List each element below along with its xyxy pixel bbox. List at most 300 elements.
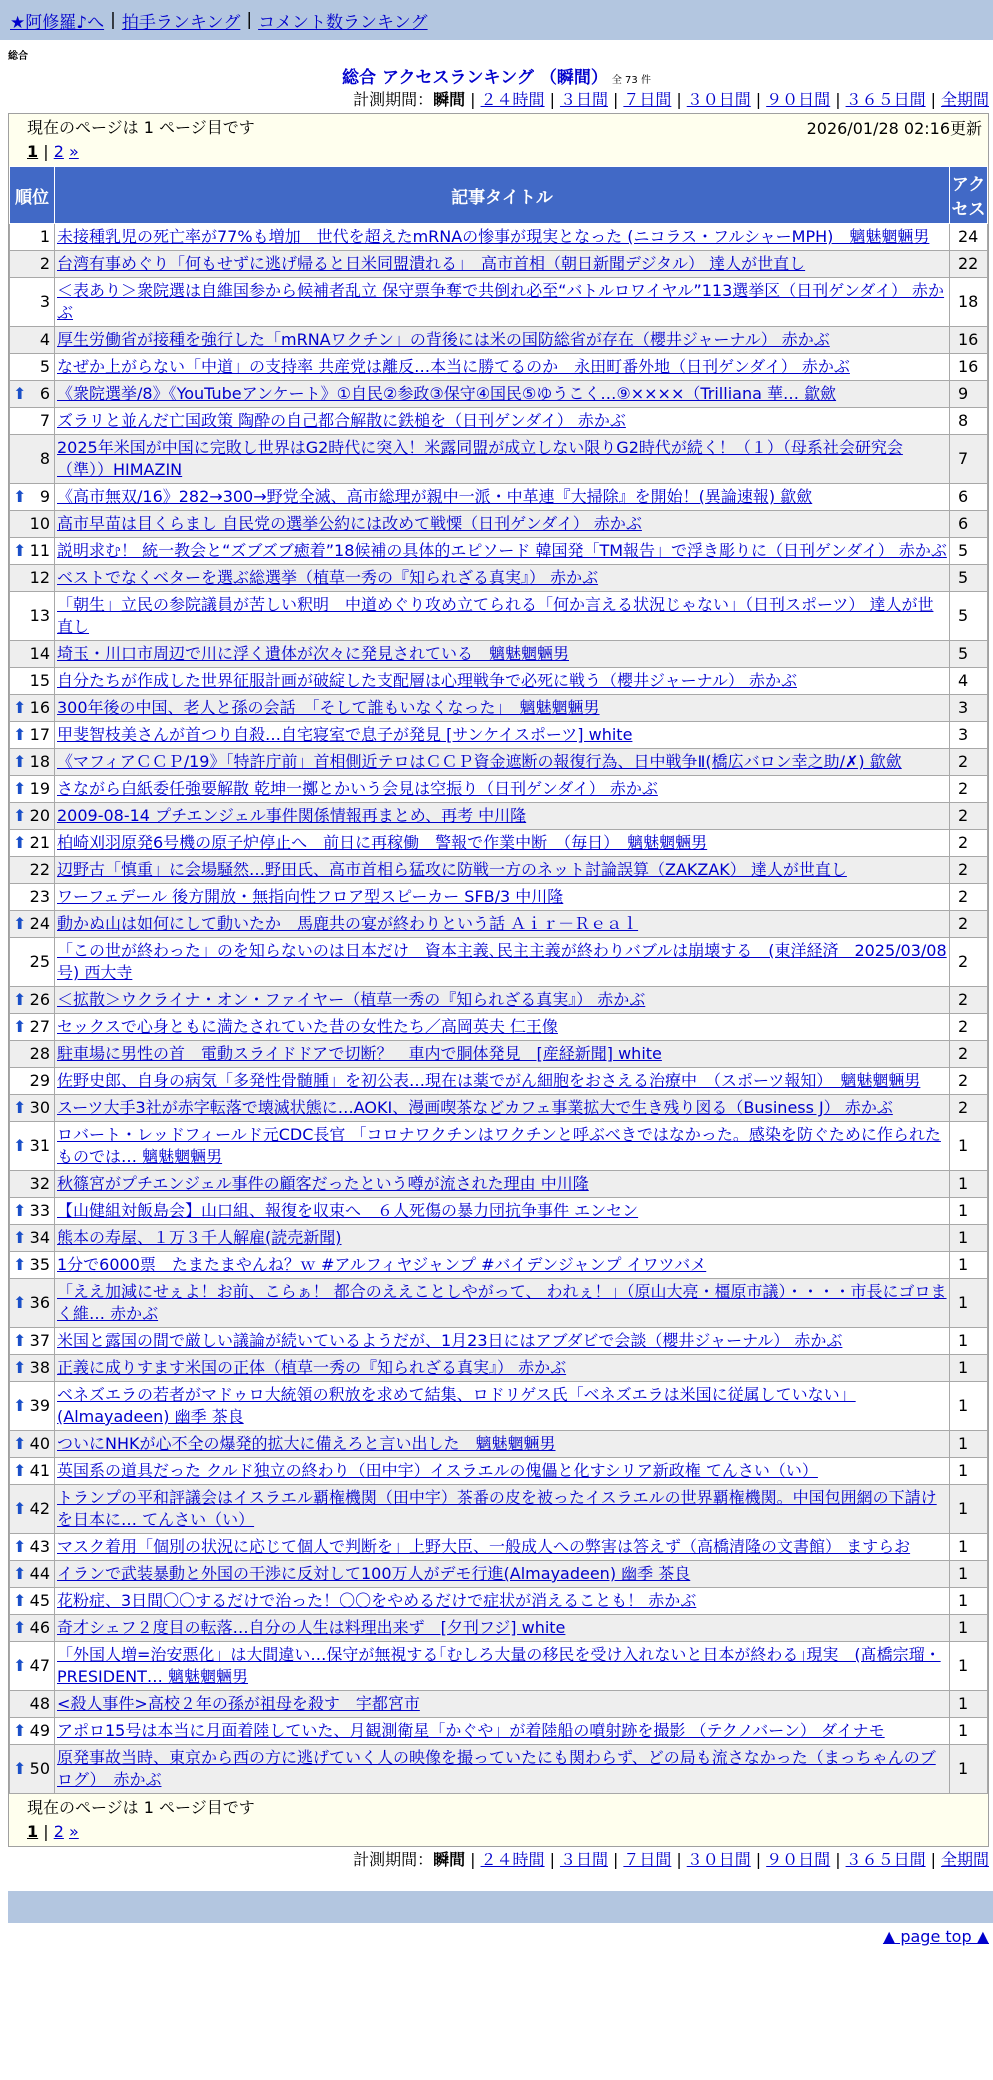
access-count: 2 [950, 749, 988, 776]
up-arrow-icon: ⬆ [13, 1293, 27, 1312]
up-arrow-icon: ⬆ [13, 1098, 27, 1117]
access-count: 16 [950, 354, 988, 381]
period-link[interactable]: ３日間 [559, 1850, 608, 1869]
access-count: 2 [950, 1068, 988, 1095]
page-title-text: 総合 アクセスランキング （瞬間） [342, 68, 608, 88]
total-count: 全 73 件 [611, 75, 651, 86]
footer [0, 1923, 989, 1951]
rank-cell [10, 381, 55, 408]
up-arrow-icon: ⬆ [13, 1656, 27, 1675]
article-title-link[interactable]: 《衆院選挙/8》《YouTubeアンケート》①自民②参政③保守④国民⑤ゆうこく…⑨××××（Trilliana 華… 歙歛 [57, 384, 837, 403]
rank-cell [10, 1485, 55, 1534]
access-count: 1 [950, 1355, 988, 1382]
rank-number: 14 [29, 644, 50, 663]
title-cell [55, 938, 950, 987]
rank-cell [10, 722, 55, 749]
rank-cell [10, 803, 55, 830]
rank-cell [10, 1718, 55, 1745]
current-page-number: 1 [27, 1822, 39, 1841]
title-cell [55, 278, 950, 327]
table-row [10, 1534, 988, 1561]
table-row [10, 938, 988, 987]
access-count: 18 [950, 278, 988, 327]
period-label: 計測期間： [353, 1850, 434, 1869]
table-row [10, 1485, 988, 1534]
table-row [10, 484, 988, 511]
article-title-link[interactable]: なぜか上がらない「中道」の支持率 共産党は離反…本当に勝てるのか 永田町番外地（日刊ゲンダイ） 赤かぶ [57, 357, 850, 376]
article-title-link[interactable]: マスク着用「個別の状況に応じて個人で判断を」上野大臣、一般成人への弊害は答えず（高橋清隆の文書館） ますらお [57, 1537, 911, 1556]
title-cell [55, 1095, 950, 1122]
section-tag: 総合 [8, 51, 28, 62]
rank-number: 41 [29, 1461, 50, 1480]
article-title-link[interactable]: ズラリと並んだ亡国政策 陶酔の自己都合解散に鉄槌を（日刊ゲンダイ） 赤かぶ [57, 411, 626, 430]
title-cell [55, 538, 950, 565]
up-arrow-icon: ⬆ [13, 487, 27, 506]
title-cell [55, 1279, 950, 1328]
article-title-link[interactable]: 原発事故当時、東京から西の方に逃げていく人の映像を撮っていたにも関わらず、どの局も流さなかった（まっちゃんのブログ） 赤かぶ [57, 1748, 936, 1789]
rank-number: 26 [29, 990, 50, 1009]
title-cell [55, 1355, 950, 1382]
article-title-link[interactable]: 未接種乳児の死亡率が77%も増加 世代を超えたmRNAの惨事が現実となった (ニコラス・フルシャーMPH) 魑魅魍魎男 [57, 227, 930, 246]
table-row [10, 408, 988, 435]
access-count: 1 [950, 1171, 988, 1198]
table-row [10, 592, 988, 641]
rank-cell [10, 857, 55, 884]
table-row [10, 1691, 988, 1718]
rank-number: 50 [29, 1759, 50, 1778]
title-cell [55, 1014, 950, 1041]
access-count: 1 [950, 1561, 988, 1588]
rank-number: 35 [29, 1255, 50, 1274]
article-title-link[interactable]: 米国と露国の間で厳しい議論が続いているようだが、1月23日にはアブダビで会談（櫻井ジャーナル） 赤かぶ [57, 1331, 843, 1350]
table-row [10, 884, 988, 911]
table-row [10, 1642, 988, 1691]
table-row [10, 1252, 988, 1279]
up-arrow-icon: ⬆ [13, 1201, 27, 1220]
title-cell [55, 408, 950, 435]
rank-cell [10, 1431, 55, 1458]
table-row [10, 1431, 988, 1458]
table-row [10, 1561, 988, 1588]
table-row [10, 511, 988, 538]
pager-bottom [9, 1794, 988, 1846]
article-title-link[interactable]: 「外国人増=治安悪化」は大間違い…保守が無視する｢むしろ大量の移民を受け入れないと日本が終わる｣現実 (髙橋宗瑠・PRESIDENT… 魑魅魍魎男 [57, 1645, 941, 1686]
up-arrow-icon: ⬆ [13, 806, 27, 825]
rank-number: 49 [29, 1721, 50, 1740]
article-title-link[interactable]: 花粉症、3日間〇〇するだけで治った！〇〇をやめるだけで症状が消えることも！ 赤かぶ [57, 1591, 697, 1610]
article-title-link[interactable]: 柏崎刈羽原発6号機の原子炉停止へ 前日に再稼働 警報で作業中断 （毎日） 魑魅魍魎男 [57, 833, 708, 852]
access-count: 5 [950, 592, 988, 641]
rank-column-header: 順位 [10, 167, 55, 224]
period-separator: | [470, 90, 476, 109]
rank-number: 10 [29, 514, 50, 533]
up-arrow-icon: ⬆ [13, 1358, 27, 1377]
access-count: 2 [950, 830, 988, 857]
article-title-link[interactable]: 正義に成りすます米国の正体（植草一秀の『知られざる真実』） 赤かぶ [57, 1358, 567, 1377]
table-row [10, 1122, 988, 1171]
period-link[interactable]: ３６５日間 [845, 1850, 926, 1869]
article-title-link[interactable]: 300年後の中国、老人と孫の会話 「そして誰もいなくなった」 魑魅魍魎男 [57, 698, 600, 717]
table-row [10, 1615, 988, 1642]
footer-bar [8, 1891, 993, 1923]
rank-number: 20 [29, 806, 50, 825]
period-separator: | [755, 1850, 762, 1869]
table-row [10, 776, 988, 803]
title-cell [55, 641, 950, 668]
rank-cell [10, 1122, 55, 1171]
period-link[interactable]: ９０日間 [766, 90, 831, 109]
title-cell [55, 722, 950, 749]
title-cell [55, 1485, 950, 1534]
rank-number: 22 [29, 860, 50, 879]
table-row [10, 830, 988, 857]
article-title-link[interactable]: 「朝生」立民の参院議員が苦しい釈明 中道めぐり攻め立てられる「何か言える状況じゃない」（日刊スポーツ） 達人が世直し [57, 595, 934, 636]
article-title-link[interactable]: 「ええ加減にせぇよ！お前、こらぁ！ 都合のええことしやがって、 われぇ！」（原山大亮・橿原市議）・・・・市長にゴロまく維… 赤かぶ [57, 1282, 947, 1323]
title-cell [55, 1252, 950, 1279]
rank-number: 7 [39, 411, 50, 430]
rank-number: 17 [29, 725, 50, 744]
title-cell [55, 1171, 950, 1198]
rank-number: 24 [29, 914, 50, 933]
rank-cell [10, 641, 55, 668]
access-count: 2 [950, 911, 988, 938]
rank-cell [10, 1252, 55, 1279]
up-arrow-icon: ⬆ [13, 541, 27, 560]
title-cell [55, 1534, 950, 1561]
rank-number: 42 [29, 1499, 50, 1518]
rank-cell [10, 1382, 55, 1431]
article-title-link[interactable]: セックスで心身ともに満たされていた昔の女性たち／高岡英夫 仁王像 [57, 1017, 558, 1036]
article-title-link[interactable]: 埼玉・川口市周辺で川に浮く遺体が次々に発見されている 魑魅魍魎男 [57, 644, 570, 663]
title-cell [55, 224, 950, 251]
period-separator: | [549, 90, 555, 109]
table-row [10, 278, 988, 327]
up-arrow-icon: ⬆ [13, 1499, 27, 1518]
rank-cell [10, 251, 55, 278]
table-row [10, 1458, 988, 1485]
ranking-table [9, 166, 988, 1794]
article-title-link[interactable]: ついにNHKが心不全の爆発的拡大に備えろと言い出した 魑魅魍魎男 [57, 1434, 556, 1453]
rank-cell [10, 1561, 55, 1588]
table-row [10, 1068, 988, 1095]
article-title-link[interactable]: 甲斐智枝美さんが首つり自殺…自宅寝室で息子が発見 [サンケイスポーツ] white [57, 725, 633, 744]
article-title-link[interactable]: ベネズエラの若者がマドゥロ大統領の釈放を求めて結集、ロドリゲス氏「ベネズエラは米国に従属していない」(Almayadeen) 幽季 茶良 [57, 1385, 856, 1426]
nav-applause-ranking-link[interactable]: 拍手ランキング [121, 12, 241, 33]
rank-cell [10, 1355, 55, 1382]
title-cell [55, 592, 950, 641]
up-arrow-icon: ⬆ [13, 1461, 27, 1480]
access-count: 2 [950, 884, 988, 911]
table-row [10, 1279, 988, 1328]
table-row [10, 224, 988, 251]
rank-number: 32 [29, 1174, 50, 1193]
page-title [0, 63, 993, 87]
up-arrow-icon: ⬆ [13, 384, 27, 403]
page-2-link[interactable]: 2 [53, 142, 64, 161]
period-current: 瞬間 [433, 1850, 466, 1869]
rank-cell [10, 354, 55, 381]
rank-number: 15 [29, 671, 50, 690]
access-count: 2 [950, 1014, 988, 1041]
article-title-link[interactable]: 台湾有事めぐり「何もせずに逃げ帰ると日米同盟潰れる」 高市首相（朝日新聞デジタル） 達人が世直し [57, 254, 806, 273]
nav-comment-ranking-link[interactable]: コメント数ランキング [258, 12, 428, 33]
rank-number: 2 [39, 254, 50, 273]
rank-cell [10, 1014, 55, 1041]
next-page-link[interactable]: » [68, 142, 79, 161]
article-title-link[interactable]: 《高市無双/16》282→300→野党全滅、高市総理が親中一派・中革連『大掃除』を開始！(異論速報) 歙歛 [57, 487, 813, 506]
article-title-link[interactable]: 英国系の道具だった クルド独立の終わり（田中宇）イスラエルの傀儡と化すシリア新政権 てんさい（い） [57, 1461, 818, 1480]
title-cell [55, 987, 950, 1014]
access-count: 9 [950, 381, 988, 408]
title-cell [55, 1068, 950, 1095]
rank-cell [10, 668, 55, 695]
up-arrow-icon: ⬆ [13, 779, 27, 798]
access-count: 1 [950, 1198, 988, 1225]
rank-number: 44 [29, 1564, 50, 1583]
up-arrow-icon: ⬆ [13, 1396, 27, 1415]
rank-number: 40 [29, 1434, 50, 1453]
title-cell [55, 1615, 950, 1642]
rank-number: 21 [29, 833, 50, 852]
up-arrow-icon: ⬆ [13, 725, 27, 744]
title-cell [55, 1382, 950, 1431]
access-count: 22 [950, 251, 988, 278]
nav-home-link[interactable]: ★阿修羅♪へ [10, 12, 105, 33]
title-cell [55, 565, 950, 592]
article-title-link[interactable]: イランで武装暴動と外国の干渉に反対して100万人がデモ行進(Almayadeen) 幽季 茶良 [57, 1564, 691, 1583]
period-selector-top [0, 87, 993, 113]
rank-number: 12 [29, 568, 50, 587]
rank-number: 45 [29, 1591, 50, 1610]
access-count: 5 [950, 641, 988, 668]
rank-cell [10, 408, 55, 435]
article-title-link[interactable]: 厚生労働省が接種を強行した「mRNAワクチン」の背後には米の国防総省が存在（櫻井ジャーナル） 赤かぶ [57, 330, 830, 349]
rank-cell [10, 327, 55, 354]
access-count: 1 [950, 1431, 988, 1458]
title-cell [55, 435, 950, 484]
article-title-link[interactable]: 説明求む！ 統一教会と“ズブズブ癒着”18候補の具体的エピソード 韓国発「TM報告」で浮き彫りに（日刊ゲンダイ） 赤かぶ [57, 541, 947, 560]
article-title-link[interactable]: 1分で6000票 たまたまやんね？ｗ #アルフィヤジャンプ #バイデンジャンプ イワツバメ [57, 1255, 707, 1274]
rank-number: 29 [29, 1071, 50, 1090]
rank-number: 30 [29, 1098, 50, 1117]
access-count: 1 [950, 1252, 988, 1279]
title-cell [55, 1561, 950, 1588]
up-arrow-icon: ⬆ [13, 1591, 27, 1610]
rank-number: 39 [29, 1396, 50, 1415]
rank-number: 31 [29, 1136, 50, 1155]
rank-cell [10, 1041, 55, 1068]
access-count: 1 [950, 1382, 988, 1431]
table-row [10, 1225, 988, 1252]
article-title-link[interactable]: <殺人事件>高校２年の孫が祖母を殺す 宇都宮市 [57, 1694, 420, 1713]
up-arrow-icon: ⬆ [13, 833, 27, 852]
article-title-link[interactable]: トランプの平和評議会はイスラエル覇権機関（田中宇）茶番の皮を被ったイスラエルの世界覇権機関。中国包囲網の下請けを日本に… てんさい（い） [57, 1488, 937, 1529]
table-row [10, 1382, 988, 1431]
access-count: 1 [950, 1534, 988, 1561]
table-row [10, 641, 988, 668]
period-link[interactable]: ７日間 [623, 90, 672, 109]
article-title-link[interactable]: ベストでなくベターを選ぶ総選挙（植草一秀の『知られざる真実』） 赤かぶ [57, 568, 599, 587]
rank-cell [10, 511, 55, 538]
page-top-link[interactable]: ▲ page top ▲ [882, 1927, 989, 1946]
rank-cell [10, 1458, 55, 1485]
title-cell [55, 884, 950, 911]
article-title-link[interactable]: 高市早苗は目くらまし 自民党の選挙公約には改めて戦慄（日刊ゲンダイ） 赤かぶ [57, 514, 642, 533]
pager-status: 現在のページは 1 ページ目です [27, 118, 255, 137]
rank-cell [10, 224, 55, 251]
table-row [10, 1328, 988, 1355]
period-separator: | [612, 90, 619, 109]
title-cell [55, 1041, 950, 1068]
period-link[interactable]: ３６５日間 [845, 90, 926, 109]
article-title-link[interactable]: 辺野古「慎重」に会場騒然…野田氏、高市首相ら猛攻に防戦一方のネット討論誤算（ZAKZAK） 達人が世直し [57, 860, 847, 879]
period-link[interactable]: ２４時間 [480, 90, 545, 109]
period-link[interactable]: ２４時間 [480, 1850, 545, 1869]
article-title-link[interactable]: 2025年米国が中国に完敗し世界はG2時代に突入！米露同盟が成立しない限りG2時代が続く！（１）（母系社会研究会（準））HIMAZIN [57, 438, 903, 479]
access-count: 3 [950, 722, 988, 749]
article-title-link[interactable]: 佐野史郎、自身の病気「多発性骨髄腫」を初公表…現在は薬でがん細胞をおさえる治療中 （スポーツ報知） 魑魅魍魎男 [57, 1071, 921, 1090]
rank-cell [10, 1615, 55, 1642]
rank-cell [10, 1171, 55, 1198]
period-separator: | [612, 1850, 619, 1869]
rank-cell [10, 484, 55, 511]
access-count: 1 [950, 1718, 988, 1745]
period-link[interactable]: ９０日間 [766, 1850, 831, 1869]
article-title-link[interactable]: 熊本の寿屋、１万３千人解雇(読売新聞) [57, 1228, 342, 1247]
rank-number: 8 [39, 449, 50, 468]
title-cell [55, 830, 950, 857]
period-selector-bottom [0, 1847, 993, 1873]
up-arrow-icon: ⬆ [13, 698, 27, 717]
access-count: 6 [950, 484, 988, 511]
rank-number: 6 [39, 384, 50, 403]
updated-timestamp: 2026/01/28 02:16更新 [806, 119, 982, 138]
title-cell [55, 1588, 950, 1615]
title-cell [55, 511, 950, 538]
rank-number: 28 [29, 1044, 50, 1063]
title-cell [55, 857, 950, 884]
title-cell [55, 776, 950, 803]
title-cell [55, 1691, 950, 1718]
rank-number: 11 [29, 541, 50, 560]
rank-number: 1 [39, 227, 50, 246]
period-separator: | [835, 1850, 841, 1869]
article-title-link[interactable]: ＜拡散＞ウクライナ・オン・ファイヤー（植草一秀の『知られざる真実』） 赤かぶ [57, 990, 646, 1009]
article-title-link[interactable]: 2009-08-14 プチエンジェル事件関係情報再まとめ、再考 中川隆 [57, 806, 527, 825]
up-arrow-icon: ⬆ [13, 1331, 27, 1350]
access-count: 24 [950, 224, 988, 251]
rank-cell [10, 1534, 55, 1561]
rank-number: 3 [39, 292, 50, 311]
article-title-link[interactable]: 自分たちが作成した世界征服計画が破綻した支配層は心理戦争で必死に戦う（櫻井ジャーナル） 赤かぶ [57, 671, 797, 690]
top-nav [0, 0, 993, 40]
article-title-link[interactable]: ＜表あり＞衆院選は自維国参から候補者乱立 保守票争奪で共倒れ必至“バトルロワイヤル”113選挙区（日刊ゲンダイ） 赤かぶ [57, 281, 945, 322]
table-row [10, 251, 988, 278]
title-cell [55, 803, 950, 830]
table-row [10, 1095, 988, 1122]
period-link[interactable]: 全期間 [940, 1850, 989, 1869]
period-link[interactable]: 全期間 [940, 90, 989, 109]
rank-number: 4 [39, 330, 50, 349]
up-arrow-icon: ⬆ [13, 914, 27, 933]
pager-top [9, 114, 988, 166]
article-title-link[interactable]: 秋篠宮がプチエンジェル事件の顧客だったという噂が流された理由 中川隆 [57, 1174, 589, 1193]
rank-number: 38 [29, 1358, 50, 1377]
current-page-number: 1 [27, 142, 39, 161]
table-row [10, 1355, 988, 1382]
rank-number: 5 [39, 357, 50, 376]
rank-cell [10, 1691, 55, 1718]
rank-cell [10, 1642, 55, 1691]
article-title-link[interactable]: 奇才シェフ２度目の転落…自分の人生は料理出来ず [夕刊フジ] white [57, 1618, 566, 1637]
article-title-link[interactable]: 動かぬ山は如何にして動いたか 馬鹿共の宴が終わりという話 Ａｉｒ－Ｒｅａｌ [57, 914, 639, 933]
next-page-link[interactable]: » [68, 1822, 79, 1841]
up-arrow-icon: ⬆ [13, 990, 27, 1009]
period-separator: | [835, 90, 841, 109]
title-column-header: 記事タイトル [55, 167, 950, 224]
access-count: 1 [950, 1458, 988, 1485]
page-2-link[interactable]: 2 [53, 1822, 64, 1841]
article-title-link[interactable]: 《マフィアＣＣＰ/19》「特許庁前」首相側近テロはＣＣＰ資金遮断の報復行為、日中戦争Ⅱ(橋広バロン幸之助/✗) 歙歛 [57, 752, 902, 771]
article-title-link[interactable]: アポロ15号は本当に月面着陸していた、月観測衛星「かぐや」が着陸船の噴射跡を撮影 （テクノバーン） ダイナモ [57, 1721, 885, 1740]
period-separator: | [676, 90, 682, 109]
rank-number: 48 [29, 1694, 50, 1713]
period-link[interactable]: ３０日間 [686, 90, 751, 109]
period-current: 瞬間 [433, 90, 466, 109]
up-arrow-icon: ⬆ [13, 1136, 27, 1155]
up-arrow-icon: ⬆ [13, 1017, 27, 1036]
period-separator: | [930, 90, 936, 109]
article-title-link[interactable]: 「この世が終わった」のを知らないのは日本だけ 資本主義､民主主義が終わりバブルは崩壊する (東洋経済 2025/03/08号) 西大寺 [57, 941, 947, 982]
article-title-link[interactable]: ワーフェデール 後方開放・無指向性フロア型スピーカー SFB/3 中川隆 [57, 887, 564, 906]
table-row [10, 435, 988, 484]
period-link[interactable]: ３日間 [559, 90, 608, 109]
rank-cell [10, 538, 55, 565]
rank-cell [10, 565, 55, 592]
table-row [10, 695, 988, 722]
period-link[interactable]: ７日間 [623, 1850, 672, 1869]
article-title-link[interactable]: 【山健組対飯島会】山口組、報復を収束へ ６人死傷の暴力団抗争事件 エンセン [57, 1201, 639, 1220]
article-title-link[interactable]: さながら白紙委任強要解散 乾坤一擲とかいう会見は空振り（日刊ゲンダイ） 赤かぶ [57, 779, 658, 798]
rank-number: 43 [29, 1537, 50, 1556]
access-count: 5 [950, 538, 988, 565]
rank-cell [10, 776, 55, 803]
nav-separator: | [246, 10, 253, 30]
table-row [10, 749, 988, 776]
rank-number: 25 [29, 952, 50, 971]
title-cell [55, 749, 950, 776]
rank-cell [10, 1279, 55, 1328]
access-count: 7 [950, 435, 988, 484]
article-title-link[interactable]: ロバート・レッドフィールド元CDC長官 「コロナワクチンはワクチンと呼ぶべきではなかった。感染を防ぐために作られたものでは… 魑魅魍魎男 [57, 1125, 941, 1166]
access-count: 2 [950, 938, 988, 987]
ranking-frame [8, 113, 989, 1847]
article-title-link[interactable]: スーツ大手3社が赤字転落で壊滅状態に…AOKI、漫画喫茶などカフェ事業拡大で生き残り図る（Business J） 赤かぶ [57, 1098, 893, 1117]
rank-cell [10, 830, 55, 857]
rank-number: 33 [29, 1201, 50, 1220]
title-cell [55, 354, 950, 381]
up-arrow-icon: ⬆ [13, 1721, 27, 1740]
rank-cell [10, 911, 55, 938]
period-link[interactable]: ３０日間 [686, 1850, 751, 1869]
access-count: 1 [950, 1745, 988, 1794]
article-title-link[interactable]: 駐車場に男性の首 電動スライドドアで切断？ 車内で胴体発見 [産経新聞] white [57, 1044, 662, 1063]
pager-links [27, 140, 970, 164]
period-label: 計測期間： [353, 90, 434, 109]
up-arrow-icon: ⬆ [13, 1618, 27, 1637]
title-cell [55, 1225, 950, 1252]
title-cell [55, 1122, 950, 1171]
